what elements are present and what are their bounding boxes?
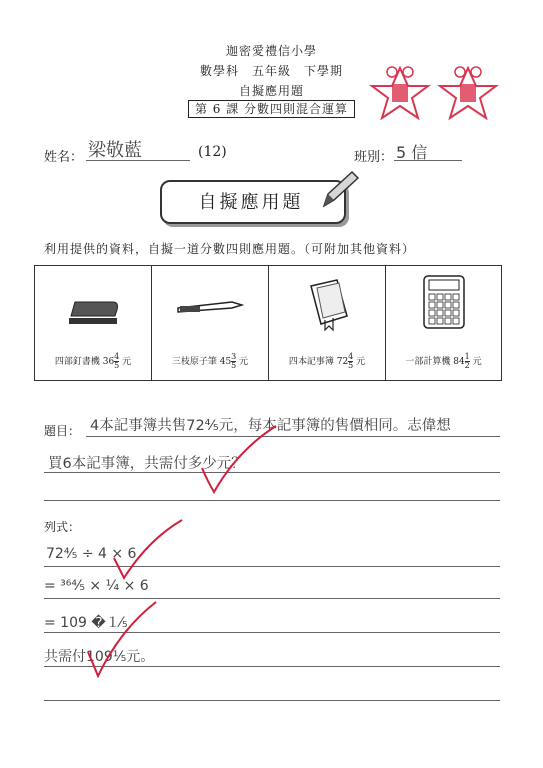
answer-line xyxy=(86,436,500,437)
class-underline xyxy=(394,160,462,161)
answer-line xyxy=(44,700,500,701)
class-label: 班別： xyxy=(354,150,394,165)
working-step-4: 共需付109⅕元。 xyxy=(44,649,155,665)
items-table xyxy=(34,265,502,381)
item-price: 四部釘書機 36 $\frac{4}{5}$ 元 xyxy=(54,352,132,370)
name-underline xyxy=(86,160,190,161)
name-label: 姓名： xyxy=(44,150,84,165)
answer-line xyxy=(44,500,500,501)
stapler-icon xyxy=(63,288,123,328)
check-mark-icon xyxy=(198,424,278,496)
working-step-2: = ³⁶⁴⁄₅ × ¹⁄₄ × 6 xyxy=(44,578,149,594)
item-cell xyxy=(386,266,501,380)
working-step-3: = 109 �１⁄₅ xyxy=(44,615,128,631)
item-price: 四本記事簿 72 $\frac{4}{5}$ 元 xyxy=(288,352,366,370)
student-number: (12) xyxy=(198,144,227,160)
check-mark-icon xyxy=(110,518,186,582)
item-price: 三枝原子筆 45 $\frac{3}{5}$ 元 xyxy=(171,352,249,370)
name-value: 梁敬藍 xyxy=(88,140,142,161)
item-price: 一部計算機 84 $\frac{1}{2}$ 元 xyxy=(405,352,482,370)
school-name: 迦密愛禮信小學 xyxy=(225,44,317,58)
class-value: 5 信 xyxy=(396,143,428,162)
working-step-1: 72⁴⁄₅ ÷ 4 × 6 xyxy=(46,546,137,562)
subject-line: 數學科 五年級 下學期 xyxy=(199,64,343,78)
school-seal-icon xyxy=(368,62,432,124)
pen-icon xyxy=(174,294,244,318)
instructions: 利用提供的資料，自擬一道分數四則應用題。（可附加其他資料） xyxy=(44,242,416,256)
question-label: 題目： xyxy=(44,424,81,438)
notebook-icon xyxy=(307,276,351,332)
lesson-title: 第 6 課 分數四則混合運算 xyxy=(188,100,355,118)
item-cell xyxy=(35,266,152,380)
pencil-icon xyxy=(318,168,362,212)
calculator-icon xyxy=(422,274,466,330)
item-cell xyxy=(152,266,269,380)
banner-title: 自擬應用題 xyxy=(198,192,304,213)
worksheet-type: 自擬應用題 xyxy=(238,84,304,98)
answer-line xyxy=(44,598,500,599)
item-cell xyxy=(269,266,386,380)
working-label: 列式： xyxy=(44,520,81,534)
check-mark-icon xyxy=(84,600,160,680)
question-line-1: 4本記事簿共售72⁴⁄₅元，每本記事簿的售價相同。志偉想 xyxy=(90,418,451,434)
question-line-2: 買6本記事簿，共需付多少元？ xyxy=(48,456,246,472)
school-seal-icon xyxy=(436,62,500,124)
